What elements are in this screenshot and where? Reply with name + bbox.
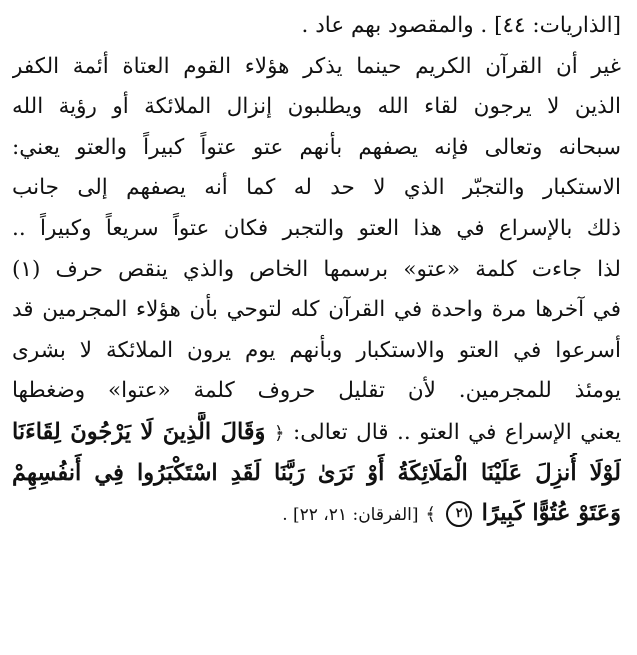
- quran-verse-part-1: وَقَالَ الَّذِينَ لَا يَرْجُونَ لِقَاءَنَا: [12, 418, 266, 445]
- text-line-8: في آخرها مرة واحدة في القرآن كله لتوحي بأن هؤلاء المجرمين قد: [12, 297, 621, 323]
- text-line-2: غير أن القرآن الكريم حينما يذكر هؤلاء القوم العتاة أئمة الكفر: [12, 53, 621, 79]
- text-line-7: لذا جاءت كلمة «عتو» برسمها الخاص والذي ينقص حرف (١): [12, 256, 621, 282]
- text-line-5: الاستكبار والتجبّر الذي لا حد له كما أنه يصفهم إلى جانب: [12, 175, 621, 201]
- text-line-11: [12, 412, 621, 453]
- quran-verse-line-2: لَوْلَا أُنزِلَ عَلَيْنَا الْمَلَائِكَةُ أَوْ نَرَىٰ رَبَّنَا لَقَدِ اسْتَكْبَرُوا فِي أَنفُسِهِمْ: [12, 459, 621, 486]
- text-line-6: ذلك بالإسراع في هذا العتو والتجبر فكان عتواً سريعاً وكبيراً ..: [12, 215, 621, 241]
- intro-text: يعني الإسراع في العتو .. قال تعالى:: [292, 419, 621, 445]
- text-line-4: سبحانه وتعالى فإنه يصفهم بأنهم عتو عتواً كبيراً والعتو يعني:: [12, 134, 621, 160]
- text-line-3: الذين لا يرجون لقاء الله ويطلبون إنزال الملائكة أو رؤية الله: [12, 94, 621, 120]
- text-line-9: أسرعوا في العتو والاستكبار وبأنهم يوم يرون الملائكة لا بشرى: [12, 337, 621, 363]
- surah-reference: [الفرقان: ٢١، ٢٢] .: [282, 505, 419, 526]
- text-line-13: [12, 493, 621, 534]
- quran-close-ornament: ﴾: [425, 504, 436, 526]
- text-line-1: [الذاريات: ٤٤] . والمقصود بهم عاد .: [301, 13, 621, 38]
- text-line-10: يومئذ للمجرمين. لأن تقليل حروف كلمة «عتوا» وضغطها: [12, 378, 621, 404]
- quran-verse-line-3: وَعَتَوْ عُتُوًّا كَبِيرًا: [481, 500, 621, 527]
- ayah-number-marker: ٢١: [446, 501, 472, 527]
- quran-open-ornament: ﴿: [273, 422, 285, 444]
